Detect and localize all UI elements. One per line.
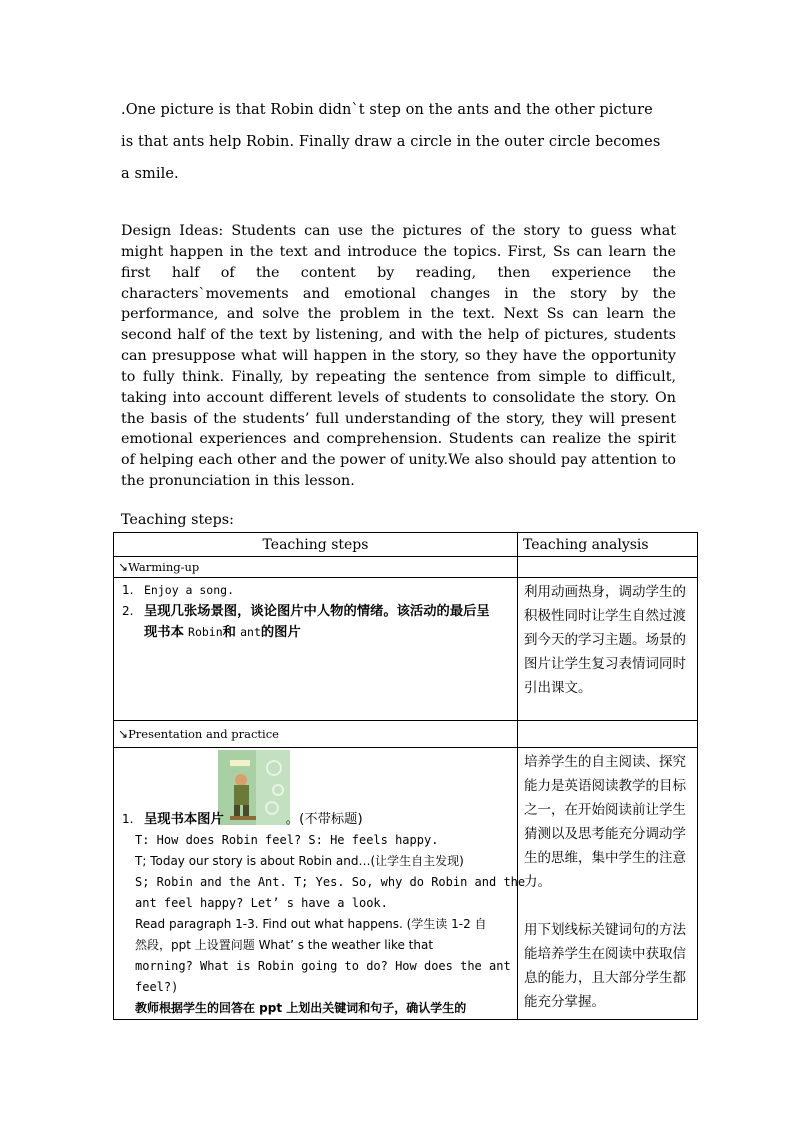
warming-section-label: ↘Warming-up (114, 557, 518, 578)
reading-task-line: 然段，ppt 上设置问题 What’ s the weather like that (135, 938, 434, 952)
intro-line-1: .One picture is that Robin didn`t step on the ants and the other picture (121, 102, 653, 118)
warming-section-empty (518, 557, 698, 578)
warming-analysis-cell (518, 578, 698, 721)
design-ideas-text: Design Ideas: Students can use the pictures of the story to guess what might happen in the text and introduce the topics. First, Ss can learn the first half of the content by reading, then experience the characters`movements and emotional changes in the story by the performance, and solve the problem in the text. Next Ss can learn the second half of the text by listening, and with the help of pictures, students can presuppose what will happen in the story, so they have the opportunity to fully think. Finally, by repeating the sentence from simple to difficult, taking into account different levels of students to consolidate the story. On the basis of the students’ full understanding of the story, they will present emotional experiences and comprehension. Students can realize the spirit of helping each other and the power of unity.We also should pay attention to the pronunciation in this lesson. (121, 223, 676, 490)
table-header-row (114, 533, 698, 557)
dialogue-line: S; Robin and the Ant. T; Yes. So, why do Robin and the (135, 875, 526, 889)
list-item: 2. 呈现几张场景图，谈论图片中人物的情绪。该活动的最后呈 现书本 Robin和 ant的图片 (122, 604, 490, 640)
list-item: 1. 呈现书本图片 。(不带标题) (122, 812, 363, 827)
design-ideas-paragraph (121, 221, 676, 492)
reading-task-line: Read paragraph 1-3. Find out what happens. (学生读 1-2 自 (135, 917, 487, 931)
header-teaching-analysis: Teaching analysis (518, 533, 698, 557)
reading-task-line: feel?) (135, 980, 179, 994)
reading-task-line: morning? What is Robin going to do? How does the ant (135, 959, 511, 973)
teaching-plan-table (113, 532, 698, 1020)
presentation-analysis-text-1: 培养学生的自主阅读、探究能力是英语阅读教学的目标之一，在开始阅读前让学生猜测以及思考能充分调动学生的思维，集中学生的注意力。 (524, 754, 686, 890)
intro-line-2: is that ants help Robin. Finally draw a circle in the outer circle becomes (121, 134, 661, 150)
teaching-steps-label: Teaching steps: (121, 512, 234, 528)
presentation-analysis-cell (518, 748, 698, 1020)
warming-steps-cell (114, 578, 518, 721)
arrow-icon: ↘ (118, 560, 129, 574)
dialogue-line: T: How does Robin feel? S: He feels happy. (135, 833, 439, 847)
reading-task-line: 教师根据学生的回答在 ppt 上划出关键词和句子，确认学生的 (135, 1001, 467, 1015)
presentation-section-label: ↘Presentation and practice (114, 721, 518, 748)
presentation-steps-cell (114, 748, 526, 1020)
presentation-section-row (114, 721, 698, 748)
warming-analysis-text: 利用动画热身，调动学生的积极性同时让学生自然过渡到今天的学习主题。场景的图片让学生复习表情词同时引出课文。 (524, 584, 686, 696)
warming-section-row (114, 557, 698, 578)
header-teaching-steps: Teaching steps (114, 533, 518, 557)
dialogue-line: ant feel happy? Let’ s have a look. (135, 896, 388, 910)
arrow-icon: ↘ (118, 727, 129, 741)
presentation-analysis-text-2: 用下划线标关键词句的方法能培养学生在阅读中获取信息的能力，且大部分学生都能充分掌握。 (524, 922, 686, 1010)
intro-line-3: a smile. (121, 166, 179, 182)
dialogue-line: T; Today our story is about Robin and…(让学生自主发现) (135, 854, 464, 868)
presentation-section-empty (518, 721, 698, 748)
presentation-content-row (114, 748, 698, 1020)
warming-content-row (114, 578, 698, 721)
list-item: 1. Enjoy a song. (122, 583, 235, 597)
